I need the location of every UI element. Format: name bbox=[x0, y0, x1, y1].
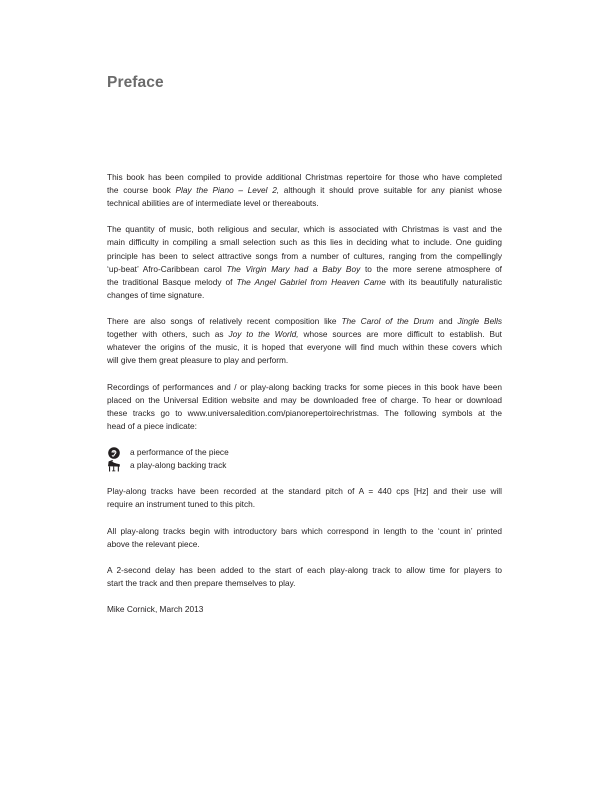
text-line: changes of time signature. bbox=[107, 289, 205, 300]
ear-icon bbox=[107, 447, 121, 459]
text-run: and bbox=[433, 316, 458, 327]
paragraph-count-in bbox=[107, 525, 502, 551]
text-line: placed on the Universal Edition website and may be downloaded free of charge. To hear or download bbox=[107, 394, 502, 405]
preface-body bbox=[107, 171, 502, 629]
text-run: the course book bbox=[107, 185, 176, 196]
text-run: with its beautifully naturalistic bbox=[385, 276, 503, 287]
text-line: principle has been to select attractive songs from a number of cultures, ranging from the compellingly bbox=[107, 250, 502, 261]
text-run: the traditional Basque melody of bbox=[107, 276, 237, 287]
song-title: Jingle Bells bbox=[457, 316, 503, 327]
song-title: The Carol of the Drum bbox=[341, 316, 434, 327]
text-run: to the more serene atmosphere of bbox=[360, 263, 502, 274]
text-line bbox=[107, 315, 502, 328]
page-title: Preface bbox=[107, 74, 164, 91]
signature: Mike Cornick, March 2013 bbox=[107, 604, 204, 615]
text-run: ‘up-beat’ Afro-Caribbean carol bbox=[107, 263, 227, 274]
legend-label: a play-along backing track bbox=[130, 460, 227, 471]
paragraph-selection bbox=[107, 223, 502, 302]
text-line: Recordings of performances and / or play-along backing tracks for some pieces in this book have been bbox=[107, 381, 502, 392]
text-line: A 2-second delay has been added to the start of each play-along track to allow time for players to bbox=[107, 564, 502, 575]
song-title: Joy to the World, bbox=[228, 329, 299, 340]
paragraph-pitch bbox=[107, 485, 502, 511]
song-title: The Virgin Mary had a Baby Boy bbox=[226, 263, 361, 274]
text-line: require an instrument tuned to this pitch. bbox=[107, 499, 256, 510]
text-line: The quantity of music, both religious and secular, which is associated with Christmas is vast and the bbox=[107, 224, 502, 235]
text-run: together with others, such as bbox=[107, 329, 229, 340]
text-line: these tracks go to www.universaledition.com/pianorepertoirechristmas. The following symbols at the bbox=[107, 407, 502, 418]
paragraph-delay bbox=[107, 564, 502, 590]
paragraph-intro bbox=[107, 171, 502, 210]
text-run: whose sources are more difficult to establish. But bbox=[298, 329, 502, 340]
text-run: although it should prove suitable for any pianist whose bbox=[279, 185, 502, 196]
symbol-legend bbox=[107, 446, 502, 472]
song-title: The Angel Gabriel from Heaven Came bbox=[236, 276, 386, 287]
text-line: This book has been compiled to provide additional Christmas repertoire for those who have completed bbox=[107, 172, 502, 182]
legend-label: a performance of the piece bbox=[130, 446, 229, 457]
paragraph-recent-songs bbox=[107, 315, 502, 367]
text-line bbox=[107, 263, 502, 276]
text-line: above the relevant piece. bbox=[107, 538, 200, 549]
text-line: Play-along tracks have been recorded at the standard pitch of A = 440 cps [Hz] and their use will bbox=[107, 486, 502, 497]
text-line bbox=[107, 328, 502, 341]
text-line: head of a piece indicate: bbox=[107, 420, 197, 431]
grand-piano-icon bbox=[107, 460, 121, 472]
text-line: All play-along tracks begin with introductory bars which correspond in length to the ‘count in’ printed bbox=[107, 525, 502, 536]
text-line bbox=[107, 184, 502, 197]
legend-item-performance bbox=[107, 446, 502, 459]
text-line bbox=[107, 276, 502, 289]
legend-item-backing bbox=[107, 459, 502, 472]
text-line: technical abilities are of intermediate level or thereabouts. bbox=[107, 198, 319, 209]
text-line: will give them great pleasure to play and perform. bbox=[107, 355, 289, 366]
text-line: whatever the origins of the music, it is hoped that everyone will find much within these covers which bbox=[107, 342, 502, 353]
book-title: Play the Piano – Level 2, bbox=[175, 185, 280, 196]
text-run: There are also songs of relatively recent composition like bbox=[107, 316, 342, 327]
text-line: main difficulty in compiling a small selection such as this lies in deciding what to include. One guiding bbox=[107, 237, 502, 248]
text-line: start the track and then prepare themselves to play. bbox=[107, 577, 296, 588]
paragraph-recordings bbox=[107, 381, 502, 433]
